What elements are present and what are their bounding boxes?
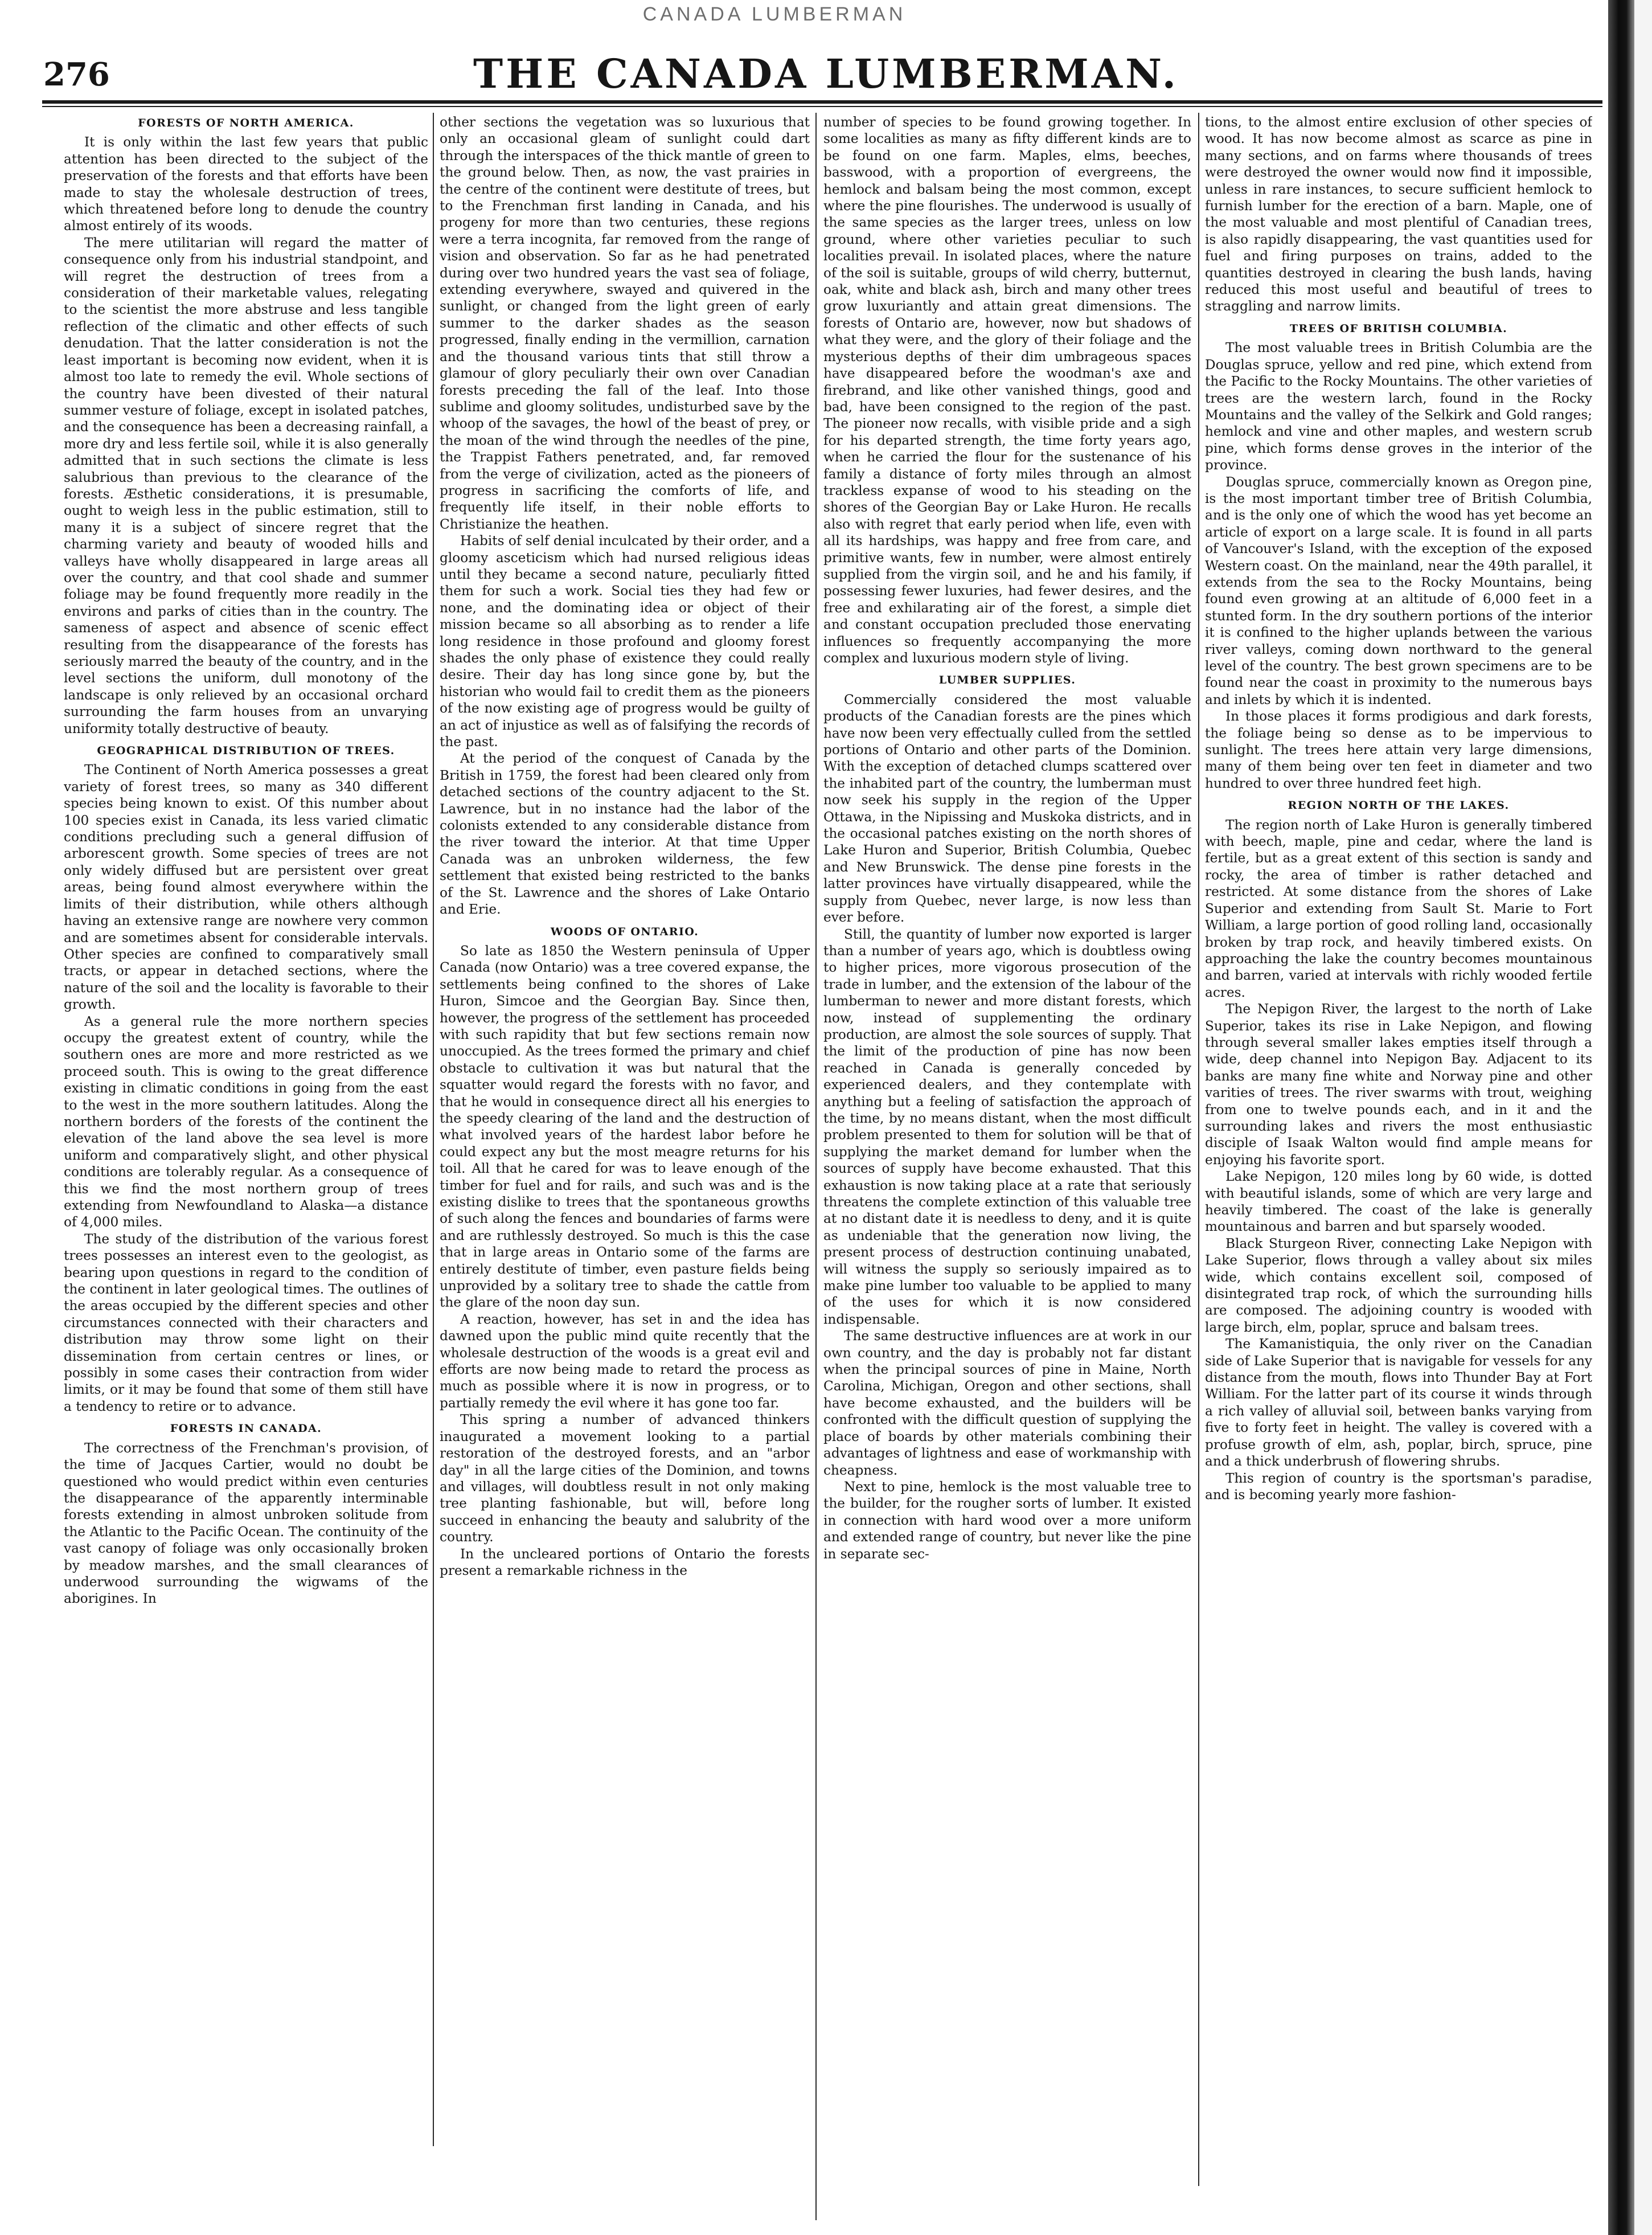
column-1 <box>64 114 428 2153</box>
paragraph: The region north of Lake Huron is generally timbered with beech, maple, pine and cedar, where the land is fertile, but as a great extent of this section is sandy and rocky, the area of timber is rather detached and restricted. At some distance from the shores of Lake Superior and extending from Sault St. Marie to Fort William, a large portion of good rolling land, occasionally broken by trap rock, and heavily timbered exists. On approaching the lake the country becomes mountainous and barren, varied at intervals with richly wooded fertile acres. <box>1205 817 1592 1000</box>
paragraph: So late as 1850 the Western peninsula of Upper Canada (now Ontario) was a tree covered expanse, the settlements being confined to the shores of Lake Huron, Simcoe and the Georgian Bay. Since then, however, the progress of the settlement has proceeded with such rapidity that but few sections remain now unoccupied. As the trees formed the primary and chief obstacle to cultivation it was but natural that the squatter would regard the forests with no favor, and that he would in consequence direct all his energies to the speedy clearing of the land and the destruction of what involved years of the hardest labor before he could expect any but the most meagre returns for his toil. All that he cared for was to leave enough of the timber for fuel and for rails, and such was and is the existing dislike to trees that the spontaneous growths of such along the fences and boundaries of farms were and are ruthlessly destroyed. So much is this the case that in large areas in Ontario some of the farms are entirely destitute of timber, even pasture fields being unprovided by a solitary tree to shade the cattle from the glare of the noon day sun. <box>440 943 810 1311</box>
paragraph: The Kamanistiquia, the only river on the Canadian side of Lake Superior that is navigable for vessels for any distance from the mouth, flows into Thunder Bay at Fort William. For the latter part of its course it winds through a rich valley of alluvial soil, between banks varying from five to forty feet in height. The valley is covered with a profuse growth of elm, ash, poplar, birch, spruce, pine and a thick underbrush of flowering shrubs. <box>1205 1336 1592 1469</box>
paragraph: It is only within the last few years that public attention has been directed to the subject of the preservation of the forests and that efforts have been made to stay the wholesale destruction of trees, which threatened before long to denude the country almost entirely of its woods. <box>64 134 428 234</box>
page-edge <box>1634 0 1652 2235</box>
column-3 <box>823 114 1191 2153</box>
section-heading: WOODS OF ONTARIO. <box>550 925 699 938</box>
paragraph: In the uncleared portions of Ontario the forests present a remarkable richness in the <box>440 1546 810 1578</box>
section-heading: FORESTS OF NORTH AMERICA. <box>138 117 354 129</box>
paragraph: The same destructive influences are at work in our own country, and the day is probably not far distant when the principal sources of pine in Maine, North Carolina, Michigan, Oregon and other sections, shall have become exhausted, and the builders will be confronted with the difficult question of supplying the place of boards by other materials combining their advantages of lightness and ease of workmanship with cheapness. <box>823 1328 1191 1478</box>
paragraph: Still, the quantity of lumber now exported is larger than a number of years ago, which is doubtless owing to higher prices, more vigorous prosecution of the trade in lumber, and the extension of the labour of the lumberman to newer and more distant forests, which now, instead of supplementing the ordinary production, are almost the sole sources of supply. That the limit of the production of pine has now been reached in Canada is generally conceded by experienced dealers, and they contemplate with anything but a feeling of satisfaction the approach of the time, by no means distant, when the most difficult problem presented to them for solution will be that of supplying the market demand for lumber when the sources of supply have become exhausted. That this exhaustion is now taking place at a rate that seriously threatens the complete extinction of this valuable tree at no distant date it is needless to deny, and it is quite as undeniable that the generation now living, the present process of destruction continuing unabated, will witness the supply so seriously impaired as to make pine lumber too valuable to be applied to many of the uses for which it is now considered indispensable. <box>823 926 1191 1327</box>
paragraph: The Nepigon River, the largest to the north of Lake Superior, takes its rise in Lake Nepigon, and flowing through several smaller lakes empties itself through a wide, deep channel into Nepigon Bay. Adjacent to its banks are many fine white and Norway pine and other varities of trees. The river swarms with trout, weighing from one to twelve pounds each, and in it and the surrounding lakes and rivers the most enthusiastic disciple of Isaak Walton would find ample means for enjoying his favorite sport. <box>1205 1001 1592 1168</box>
column-4 <box>1205 114 1592 2153</box>
paragraph: The Continent of North America possesses a great variety of forest trees, so many as 340 different species being known to exist. Of this number about 100 species exist in Canada, its less varied climatic conditions precluding such a general diffusion of arborescent growth. Some species of trees are not only widely diffused but are persistent over great areas, being found almost everywhere within the limits of their distribution, while others although having an extensive range are nowhere very common and are sometimes absent for considerable intervals. Other species are confined to comparatively small tracts, or appear in detached sections, where the nature of the soil and the locality is favorable to their growth. <box>64 762 428 1013</box>
column-2 <box>440 114 810 2153</box>
paragraph: Black Sturgeon River, connecting Lake Nepigon with Lake Superior, flows through a valley about six miles wide, which contains excellent soil, composed of disintegrated trap rock, of which the surrounding hills are composed. The adjoining country is wooded with large birch, elm, poplar, spruce and balsam trees. <box>1205 1235 1592 1335</box>
section-heading: TREES OF BRITISH COLUMBIA. <box>1289 322 1508 335</box>
section-heading: FORESTS IN CANADA. <box>170 1422 322 1435</box>
paragraph: Douglas spruce, commercially known as Oregon pine, is the most important timber tree of British Columbia, and is the only one of which the wood has yet become an article of export on a large scale. It is found in all parts of Vancouver's Island, with the exception of the exposed Western coast. On the mainland, near the 49th parallel, it extends from the sea to the Rocky Mountains, being found even growing at an altitude of 6,000 feet in a stunted form. In the dry southern portions of the interior it is confined to the higher uplands between the various river valleys, coming down northward to the general level of the country. The best grown specimens are to be found near the coast in proximity to the numerous bays and inlets by which it is indented. <box>1205 474 1592 707</box>
top-bleed-text: CANADA LUMBERMAN <box>642 3 907 23</box>
paragraph: Commercially considered the most valuable products of the Canadian forests are the pines which have now been very effectually culled from the settled portions of Ontario and other parts of the Dominion. With the exception of detached clumps scattered over the inhabited part of the country, the lumberman must now seek his supply in the region of the Upper Ottawa, in the Nipissing and Muskoka districts, and in the occasional patches existing on the north shores of Lake Huron and Superior, British Columbia, Quebec and New Brunswick. The dense pine forests in the latter provinces have virtually disappeared, while the supply from Quebec, never large, is now less than ever before. <box>823 691 1191 926</box>
section-heading: LUMBER SUPPLIES. <box>938 674 1076 687</box>
section-heading: GEOGRAPHICAL DISTRIBUTION OF TREES. <box>97 744 395 758</box>
column-divider <box>433 113 434 2146</box>
masthead-rule-thin <box>42 106 1602 107</box>
paragraph: The correctness of the Frenchman's provision, of the time of Jacques Cartier, would no doubt be questioned who would predict within even centuries the disappearance of the apparently interminable forests extending in almost unbroken solitude from the Atlantic to the Pacific Ocean. The continuity of the vast canopy of foliage was only occasionally broken by meadow marshes, and the small clearances of underwood surrounding the wigwams of the aborigines. In <box>64 1440 428 1607</box>
section-heading: REGION NORTH OF THE LAKES. <box>1288 799 1510 812</box>
paragraph: Lake Nepigon, 120 miles long by 60 wide, is dotted with beautiful islands, some of which are very large and heavily timbered. The coast of the lake is generally mountainous and barren and but sparsely wooded. <box>1205 1169 1592 1235</box>
masthead-rule <box>42 100 1602 104</box>
paragraph: This spring a number of advanced thinkers inaugurated a movement looking to a partial restoration of the destroyed forests, and an "arbor day" in all the large cities of the Dominion, and towns and villages, will doubtless result in not only making tree planting fashionable, but will, before long succeed in enhancing the beauty and salubrity of the country. <box>440 1412 810 1545</box>
paragraph: The mere utilitarian will regard the matter of consequence only from his industrial standpoint, and will regret the destruction of trees from a consideration of their marketable values, relegating to the scientist the more abstruse and less tangible reflection of the climatic and other effects of such denudation. That the latter consideration is not the least important is becoming now evident, when it is almost too late to remedy the evil. Whole sections of the country have been divested of their natural summer vesture of foliage, except in isolated patches, and the consequence has been a decreasing rainfall, a more dry and less fertile soil, while it is also generally admitted that in such sections the climate is less salubrious than previous to the clearance of the forests. Æsthetic considerations, it is presumable, ought to weigh less in the public estimation, still to many it is a subject of sincere regret that the charming variety and beauty of wooded hills and valleys have wholly disappeared in large areas all over the country, and that cool shade and summer foliage may be found frequently more readily in the environs and parks of cities than in the country. The sameness of aspect and absence of scenic effect resulting from the disappearance of the forests has seriously marred the beauty of the country, and in the level sections the uniform, dull monotony of the landscape is only relieved by an occasional orchard surrounding the farm houses from an unvarying uniformity totally destructive of beauty. <box>64 235 428 736</box>
paragraph: The study of the distribution of the various forest trees possesses an interest even to the geologist, as bearing upon questions in regard to the condition of the continent in later geological times. The outlines of the areas occupied by the different species and other circumstances connected with their characters and distribution may throw some light on their dissemination from certain centres or lines, or possibly in some cases their contraction from wider limits, or it may be found that some of them still have a tendency to retire or to advance. <box>64 1231 428 1414</box>
paragraph: tions, to the almost entire exclusion of other species of wood. It has now become almost as scarce as pine in many sections, and on farms where thousands of trees were destroyed the owner would now find it impossible, unless in rare instances, to secure sufficient hemlock to furnish lumber for the erection of a barn. Maple, one of the most valuable and most plentiful of Canadian trees, is also rapidly disappearing, the vast quantities used for fuel and firing purposes on trains, added to the quantities destroyed in clearing the bush lands, having reduced this most useful and beautiful of trees to straggling and narrow limits. <box>1205 114 1592 314</box>
paragraph: The most valuable trees in British Columbia are the Douglas spruce, yellow and red pine, which extend from the Pacific to the Rocky Mountains. The other varieties of trees are the western larch, found in the Rocky Mountains and the valley of the Selkirk and Gold ranges; hemlock and vine and other maples, and western scrub pine, which forms dense groves in the interior of the province. <box>1205 340 1592 473</box>
masthead-title: THE CANADA LUMBERMAN. <box>473 50 1179 97</box>
paragraph: At the period of the conquest of Canada by the British in 1759, the forest had been cleared only from detached sections of the country adjacent to the St. Lawrence, but in no instance had the labor of the colonists extended to any considerable distance from the river toward the interior. At that time Upper Canada was an unbroken wilderness, the few settlement that existed being restricted to the banks of the St. Lawrence and the shores of Lake Ontario and Erie. <box>440 751 810 918</box>
paragraph: number of species to be found growing together. In some localities as many as fifty different kinds are to be found on one farm. Maples, elms, beeches, basswood, with a proportion of evergreens, the hemlock and balsam being the most common, except where the pine flourishes. The underwood is usually of the same species as the larger trees, unless on low ground, where other varieties peculiar to such localities prevail. In isolated places, where the nature of the soil is suitable, groups of wild cherry, butternut, oak, white and black ash, birch and many other trees grow luxuriantly and attain great dimensions. The forests of Ontario are, however, now but shadows of what they were, and the glory of their foliage and the mysterious depths of their dim umbrageous spaces have disappeared before the woodman's axe and firebrand, and like other vanished things, good and bad, have been consigned to the region of the past. The pioneer now recalls, with visible pride and a sigh for his departed strength, the time forty years ago, when he carried the flour for the sustenance of his family a distance of forty miles through an almost trackless expanse of wood to his steading on the shores of the Georgian Bay or Lake Huron. He recalls also with regret that early period when life, even with all its hardships, was happy and free from care, and primitive wants, few in number, were almost entirely supplied from the virgin soil, and he and his family, if possessing fewer luxuries, had fewer desires, and the free and exhilarating air of the forest, a simple diet and constant occupation precluded those enervating influences so frequently accompanying the more complex and luxurious modern style of living. <box>823 114 1191 666</box>
paragraph: Next to pine, hemlock is the most valuable tree to the builder, for the rougher sorts of lumber. It existed in connection with hard wood over a more uniform and extended range of country, but never like the pine in separate sec- <box>823 1479 1191 1562</box>
paragraph: As a general rule the more northern species occupy the greatest extent of country, while the southern ones are more and more restricted as we proceed south. This is owing to the great difference existing in climatic conditions in going from the east to the west in the more southern latitudes. Along the northern borders of the forests of the continent the elevation of the land above the sea level is more uniform and comparatively slight, and other physical conditions are tolerably regular. As a consequence of this we find the most northern group of trees extending from Newfoundland to Alaska—a distance of 4,000 miles. <box>64 1013 428 1230</box>
page-fold-shadow <box>1608 0 1634 2235</box>
paragraph: A reaction, however, has set in and the idea has dawned upon the public mind quite recently that the wholesale destruction of the woods is a great evil and efforts are now being made to retard the process as much as possible where it is now in progress, or to partially remedy the evil where it has gone too far. <box>440 1311 810 1411</box>
column-divider <box>1198 113 1199 2186</box>
page-number: 276 <box>43 56 110 93</box>
paragraph: This region of country is the sportsman's paradise, and is becoming yearly more fashion- <box>1205 1470 1592 1503</box>
paragraph: In those places it forms prodigious and dark forests, the foliage being so dense as to be impervious to sunlight. The trees here attain very large dimensions, many of them being over ten feet in diameter and two hundred to over three hundred feet high. <box>1205 709 1592 791</box>
paragraph: other sections the vegetation was so luxurious that only an occasional gleam of sunlight could dart through the interspaces of the thick mantle of green to the ground below. Then, as now, the vast prairies in the centre of the continent were destitute of trees, but to the Frenchman first landing in Canada, and his progeny for more than two centuries, these regions were a terra incognita, far removed from the range of vision and observation. So far as he had penetrated during over two hundred years the vast sea of foliage, extending everywhere, swayed and quivered in the sunlight, or changed from the light green of early summer to the darker shades as the season progressed, finally ending in the vermillion, carnation and the thousand various tints that still throw a glamour of glory peculiarly their own over Canadian forests preceding the fall of the leaf. Into those sublime and gloomy solitudes, undisturbed save by the whoop of the savages, the howl of the beast of prey, or the moan of the wind through the needles of the pine, the Trappist Fathers penetrated, and, far removed from the verge of civilization, acted as the pioneers of progress in sacrificing the comforts of life, and frequently life itself, in their noble efforts to Christianize the heathen. <box>440 114 810 532</box>
column-divider <box>815 113 817 2220</box>
paragraph: Habits of self denial inculcated by their order, and a gloomy asceticism which had nursed religious ideas until they became a second nature, peculiarly fitted them for such a work. Social ties they had few or none, and the dominating idea or object of their mission became so all absorbing as to render a life long residence in those profound and gloomy forest shades the only phase of existence they could really desire. Their day has long since gone by, but the historian who would fail to credit them as the pioneers of the now existing age of progress would be guilty of an act of injustice as well as of falsifying the records of the past. <box>440 533 810 750</box>
